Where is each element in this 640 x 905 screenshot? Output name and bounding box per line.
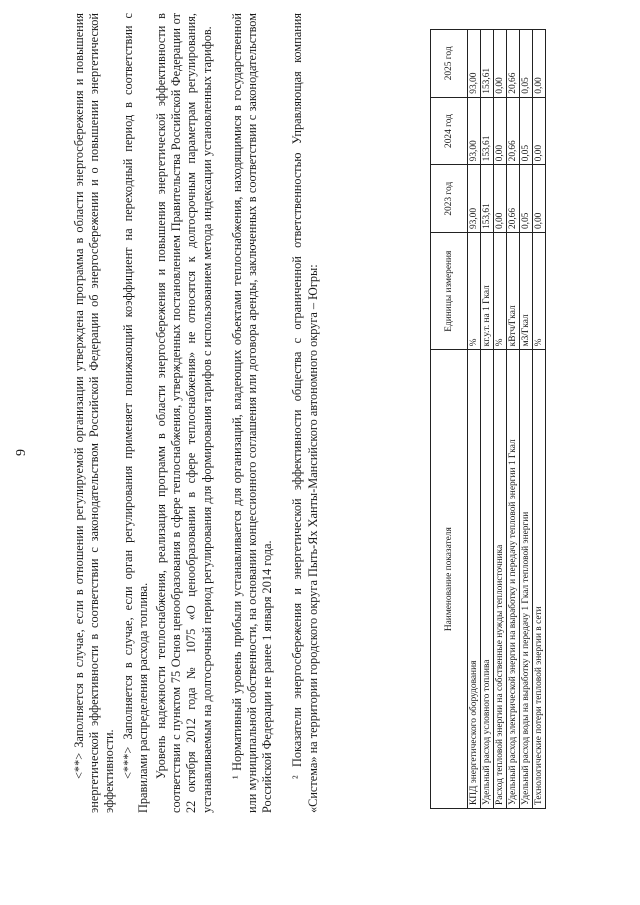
header-year-2025: 2025 год xyxy=(431,30,468,98)
footnote-1: ¹ Нормативный уровень прибыли устанавливается для организаций, владеющих объектами теплоснабжения, находящимися в государственной или муниципальной собственности, на основании концессионного соглашения или договора аренды, заключенных в соответствии с законодательством Российской Федерации не ранее 1 января 2014 года. xyxy=(229,13,275,813)
table-row xyxy=(533,30,546,809)
row-unit: % xyxy=(468,233,481,350)
row-name: Удельный расход условного топлива xyxy=(481,350,494,809)
row-2024: 0,05 xyxy=(520,97,533,165)
header-year-2024: 2024 год xyxy=(431,97,468,165)
header-year-2023: 2023 год xyxy=(431,165,468,233)
row-name: Удельный расход воды на выработку и передачу 1 Гкал тепловой энергии xyxy=(520,350,533,809)
table-row xyxy=(468,30,481,809)
table-row xyxy=(481,30,494,809)
row-2024: 93,00 xyxy=(468,97,481,165)
row-unit: % xyxy=(494,233,507,350)
header-indicator-name: Наименование показателя xyxy=(431,350,468,809)
row-name: Расход тепловой энергии на собственные нужды теплоисточника xyxy=(494,350,507,809)
row-2025: 0,05 xyxy=(520,30,533,98)
row-2025: 0,00 xyxy=(533,30,546,98)
note-three-asterisks: <***> Заполняется в случае, если орган регулирования применяет понижающий коэффициент на переходный период в соответствии с Правилами распределения расхода топлива. xyxy=(120,13,150,813)
energy-efficiency-table-wrap xyxy=(430,29,546,809)
footnote-2: ² Показатели энергосбережения и энергетической эффективности общества с ограниченной ответственностью Управляющая компания «Система» на территории городского округа Пыть-Ях Ханты-Мансийского автономного округа – Югры: xyxy=(290,13,320,813)
row-unit: кВтч/Гкал xyxy=(507,233,520,350)
energy-efficiency-table xyxy=(430,29,546,809)
row-2025: 153,61 xyxy=(481,30,494,98)
row-2023: 0,00 xyxy=(494,165,507,233)
document-body xyxy=(72,13,324,813)
row-2023: 153,61 xyxy=(481,165,494,233)
row-2024: 153,61 xyxy=(481,97,494,165)
table-header-row xyxy=(431,30,468,809)
row-unit: м3/Гкал xyxy=(520,233,533,350)
row-name: КПД энергетического оборудования xyxy=(468,350,481,809)
row-2025: 0,00 xyxy=(494,30,507,98)
row-unit: кг.у.т. на 1 Гкал xyxy=(481,233,494,350)
note-two-asterisks: <**> Заполняется в случае, если в отношении регулируемой организации утверждена программа в области энергосбережения и повышения энергетической эффективности в соответствии с законодательством Российской Федерации об энергосбережении и о повышении энергетической эффективности. xyxy=(72,13,117,813)
row-2023: 0,00 xyxy=(533,165,546,233)
row-unit: % xyxy=(533,233,546,350)
row-2023: 93,00 xyxy=(468,165,481,233)
row-2023: 20,66 xyxy=(507,165,520,233)
table-row xyxy=(494,30,507,809)
page-number: 9 xyxy=(14,449,29,456)
row-2024: 20,66 xyxy=(507,97,520,165)
row-2024: 0,00 xyxy=(494,97,507,165)
row-name: Удельный расход электрической энергии на выработку и передачу тепловой энергии 1 Гкал xyxy=(507,350,520,809)
table-row xyxy=(507,30,520,809)
reliability-paragraph: Уровень надежности теплоснабжения, реализация программ в области энергосбережения и повышения энергетической эффективности в соответствии с пунктом 75 Основ ценообразования в сфере теплоснабжения, утвержденных постановлением Правительства Российской Федерации от 22 октября 2012 года № 1075 «О ценообразовании в сфере теплоснабжения» не относятся к долгосрочным параметрам регулирования, устанавливаемым на долгосрочный период регулирования для формирования тарифов с использованием метода индексации установленных тарифов. xyxy=(154,13,214,813)
row-2025: 93,00 xyxy=(468,30,481,98)
row-name: Технологические потери тепловой энергии в сети xyxy=(533,350,546,809)
row-2025: 20,66 xyxy=(507,30,520,98)
header-unit: Единицы измерения xyxy=(431,233,468,350)
table-row xyxy=(520,30,533,809)
row-2023: 0,05 xyxy=(520,165,533,233)
row-2024: 0,00 xyxy=(533,97,546,165)
